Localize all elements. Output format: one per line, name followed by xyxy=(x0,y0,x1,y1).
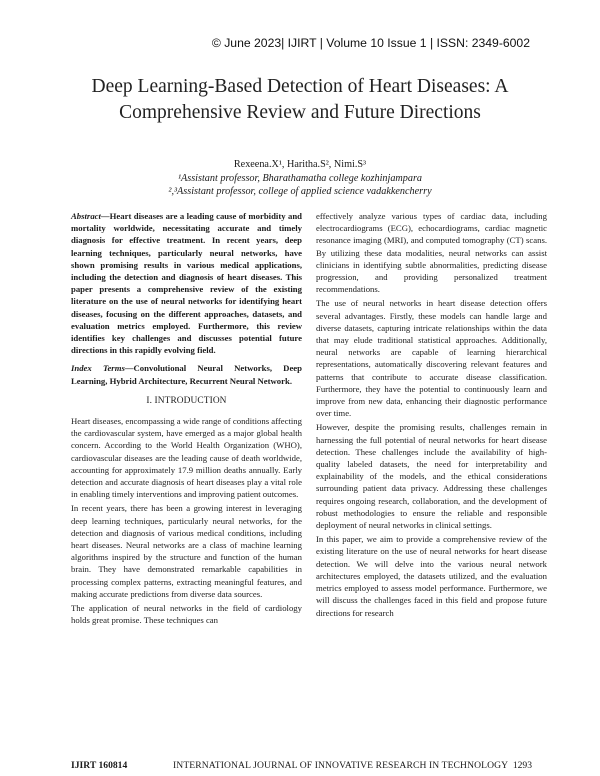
body-paragraph: In recent years, there has been a growing interest in leveraging deep learning techniques, particularly neural networks, for the detection and diagnosis of various medical conditions, including heart diseases. Neural networks are a class of machine learning algorithms inspired by the structure and function of the human brain. They have demonstrated remarkable capabilities in processing complex patterns, extracting meaningful features, and making accurate predictions from diverse data sources. xyxy=(71,503,302,599)
section-heading-introduction: I. INTRODUCTION xyxy=(146,395,227,406)
paper-title xyxy=(40,74,560,126)
author-affiliation-2: ²,³Assistant professor, college of applied science vadakkencherry xyxy=(168,186,432,197)
index-terms xyxy=(71,362,302,386)
page-number: 1293 xyxy=(512,760,532,771)
body-paragraph: effectively analyze various types of cardiac data, including electrocardiograms (ECG), echocardiograms, cardiac magnetic resonance imaging (MRI), and computed tomography (CT) scans. By utilizing these data modalities, neural networks can assist clinicians in identifying subtle abnormalities, predicting disease progression, and providing personalized treatment recommendations. xyxy=(316,211,547,295)
body-paragraph: The use of neural networks in heart disease detection offers several advantages. Firstly, these models can handle large and diverse datasets, capturing intricate relationships within the data that may elude traditional statistical approaches. Additionally, neural networks are capable of learning hierarchical representations, automatically discovering relevant features and patterns that contribute to accurate disease classification. Furthermore, they have the potential to continuously learn and improve from new data, enhancing their diagnostic performance over time. xyxy=(316,298,547,419)
paper-code: IJIRT 160814 xyxy=(71,760,128,771)
body-paragraph: However, despite the promising results, challenges remain in harnessing the full potential of neural networks for heart disease detection. These challenges include the availability of high-quality labeled datasets, the need for interpretability and explainability of the models, and the ethical considerations surrounding patient data privacy. Addressing these challenges requires ongoing research, collaboration, and the development of robust methodologies to ensure the reliable and responsible deployment of neural networks in clinical settings. xyxy=(316,422,547,531)
abstract xyxy=(71,210,302,356)
paper-title-line-2: Comprehensive Review and Future Directions xyxy=(119,102,481,123)
body-paragraph: The application of neural networks in the field of cardiology holds great promise. These techniques can xyxy=(71,603,302,626)
journal-citation-header: © June 2023| IJIRT | Volume 10 Issue 1 | ISSN: 2349-6002 xyxy=(211,36,530,50)
index-terms-label: Index Terms— xyxy=(71,363,134,374)
abstract-label: Abstract— xyxy=(71,211,110,221)
author-affiliation-1: ¹Assistant professor, Bharathamatha college kozhinjampara xyxy=(177,172,423,184)
right-column xyxy=(316,210,547,621)
body-paragraph: Heart diseases, encompassing a wide range of conditions affecting the cardiovascular system, have emerged as a major global health concern. According to the World Health Organization (WHO), cardiovascular diseases are the leading cause of death worldwide, accounting for approximately 17.9 million deaths annually. Early detection and accurate diagnosis of heart diseases play a vital role in enabling timely interventions and improving patient outcomes. xyxy=(71,416,302,500)
body-paragraph: In this paper, we aim to provide a comprehensive review of the existing literature on the use of neural networks for heart disease detection. We will delve into the various neural network architectures employed, the datasets utilized, and the evaluation metrics employed to assess model performance. Furthermore, we will discuss the challenges faced in this field and propose future directions for research xyxy=(316,534,547,618)
paper-title-line-1: Deep Learning-Based Detection of Heart Diseases: A xyxy=(91,76,509,97)
abstract-text: Heart diseases are a leading cause of morbidity and mortality worldwide, necessitating accurate and timely diagnosis for effective treatment. In recent years, deep learning techniques, particularly neural networks, have shown promising results in various medical applications, including the detection and diagnosis of heart diseases. This paper presents a comprehensive review of the existing literature on the use of neural networks for identifying heart diseases, focusing on the different approaches, datasets, and evaluation metrics employed. Furthermore, this review identifies key challenges and discusses potential future directions in this rapidly evolving field. xyxy=(71,211,302,356)
author-block xyxy=(0,158,600,199)
journal-name: INTERNATIONAL JOURNAL OF INNOVATIVE RESEARCH IN TECHNOLOGY xyxy=(173,760,509,771)
index-terms-text: Convolutional Neural Networks, Deep Learning, Hybrid Architecture, Recurrent Neural Network. xyxy=(71,363,302,386)
left-column xyxy=(71,210,302,629)
author-names: Rexeena.X¹, Haritha.S², Nimi.S³ xyxy=(233,159,367,170)
